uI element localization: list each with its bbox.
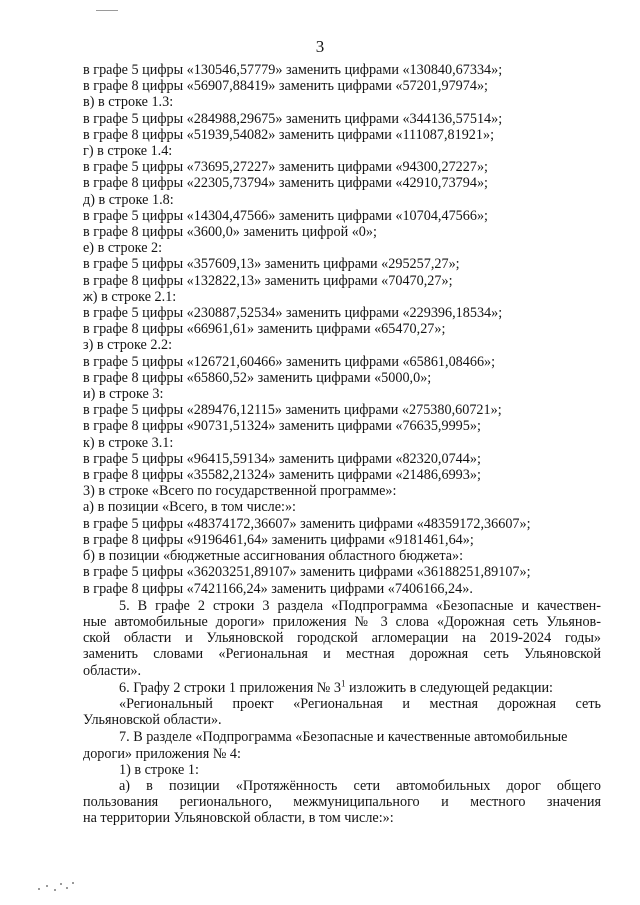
amendment-line: в графе 5 цифры «289476,12115» заменить цифрами «275380,60721»; [83,402,502,419]
amendment-list [83,62,601,597]
amendment-line: в графе 5 цифры «130546,57779» заменить цифрами «130840,67334»; [83,62,503,78]
amendment-line: в графе 8 цифры «56907,88419» заменить цифрами «57201,97974»; [83,78,488,95]
paragraph-5-line: области». [83,662,142,679]
paragraph-6-text-end: изложить в следующей редакции: [345,679,553,696]
paragraph-5-line: ской области и Ульяновской городской агломерации на 2019-2024 годы» [83,630,601,647]
amendment-line: и) в строке 3: [83,386,164,403]
amendment-line: в) в строке 1.3: [83,94,174,111]
amendment-line: в графе 5 цифры «126721,60466» заменить цифрами «65861,08466»; [83,353,496,370]
amendment-line: в графе 5 цифры «96415,59134» заменить цифрами «82320,0744»; [83,450,481,467]
paragraph-7-line: 7. В разделе «Подпрограмма «Безопасные и качественные автомобильные [119,729,568,746]
amendment-line: в графе 5 цифры «73695,27227» заменить цифрами «94300,27227»; [83,159,488,176]
amendment-line: в графе 5 цифры «48374172,36607» заменить цифрами «48359172,36607»; [83,515,531,532]
amendment-line: в графе 8 цифры «132822,13» заменить цифрами «70470,27»; [83,272,453,289]
scan-artifact-top [96,10,118,11]
amendment-line: в графе 8 цифры «3600,0» заменить цифрой «0»; [83,224,377,241]
amendment-line: а) в позиции «Всего, в том числе:»: [83,499,296,516]
amendment-line: в графе 5 цифры «230887,52534» заменить цифрами «229396,18534»; [83,305,503,322]
amendment-line: в графе 5 цифры «284988,29675» заменить цифрами «344136,57514»; [83,110,503,127]
paragraph-6-quote-line: «Региональный проект «Региональная и местная дорожная сеть [119,695,601,712]
amendment-line: в графе 5 цифры «14304,47566» заменить цифрами «10704,47566»; [83,207,488,224]
amendment-line: в графе 8 цифры «66961,61» заменить цифрами «65470,27»; [83,321,446,338]
paragraph-7-line: на территории Ульяновской области, в том числе:»: [83,810,394,827]
paragraph-7-line: 1) в строке 1: [119,761,199,778]
amendment-line: ж) в строке 2.1: [83,288,177,305]
document-body [83,62,601,827]
paragraph-7-line: а) в позиции «Протяжённость сети автомобильных дорог общего [119,777,601,794]
amendment-line: в графе 8 цифры «9196461,64» заменить цифрами «9181461,64»; [83,531,474,548]
amendment-line: в графе 8 цифры «22305,73794» заменить цифрами «42910,73794»; [83,175,488,192]
paragraph-7-line: дороги» приложения № 4: [83,745,241,762]
paragraph-5-line: заменить словами «Региональная и местная дорожная сеть Ульяновской [83,646,601,663]
amendment-line: в графе 8 цифры «65860,52» заменить цифрами «5000,0»; [83,369,432,386]
amendment-line: 3) в строке «Всего по государственной программе»: [83,483,397,500]
paragraph-6-line [83,677,601,696]
amendment-line: е) в строке 2: [83,240,163,257]
paragraph-6-text: 6. Графу 2 строки 1 приложения № 3 [119,679,341,696]
paragraph-6-superscript: 1 [340,677,346,688]
amendment-line: к) в строке 3.1: [83,434,174,451]
amendment-line: г) в строке 1.4: [83,143,173,160]
amendment-line: з) в строке 2.2: [83,337,173,354]
amendment-line: в графе 8 цифры «7421166,24» заменить цифрами «7406166,24». [83,580,473,597]
amendment-line: в графе 5 цифры «36203251,89107» заменить цифрами «36188251,89107»; [83,564,531,581]
amendment-line: в графе 8 цифры «90731,51324» заменить цифрами «76635,9995»; [83,418,481,435]
paragraph-6-quote-line: Ульяновской области». [83,712,222,729]
amendment-line: д) в строке 1.8: [83,191,174,208]
page-number: 3 [315,37,325,56]
amendment-line: б) в позиции «бюджетные ассигнования областного бюджета»: [83,548,464,565]
paragraph-5-line: ные автомобильные дороги» приложения № 3 слова «Дорожная сеть Ульянов- [83,613,601,630]
amendment-line: в графе 5 цифры «357609,13» заменить цифрами «295257,27»; [83,256,460,273]
scan-artifact-bottom [32,880,92,894]
amendment-line: в графе 8 цифры «51939,54082» заменить цифрами «111087,81921»; [83,126,495,143]
paragraph-5-line: 5. В графе 2 строки 3 раздела «Подпрограмма «Безопасные и качествен- [119,597,601,614]
amendment-line: в графе 8 цифры «35582,21324» заменить цифрами «21486,6993»; [83,467,481,484]
paragraph-7-line: пользования регионального, межмуниципального и местного значения [83,794,601,811]
